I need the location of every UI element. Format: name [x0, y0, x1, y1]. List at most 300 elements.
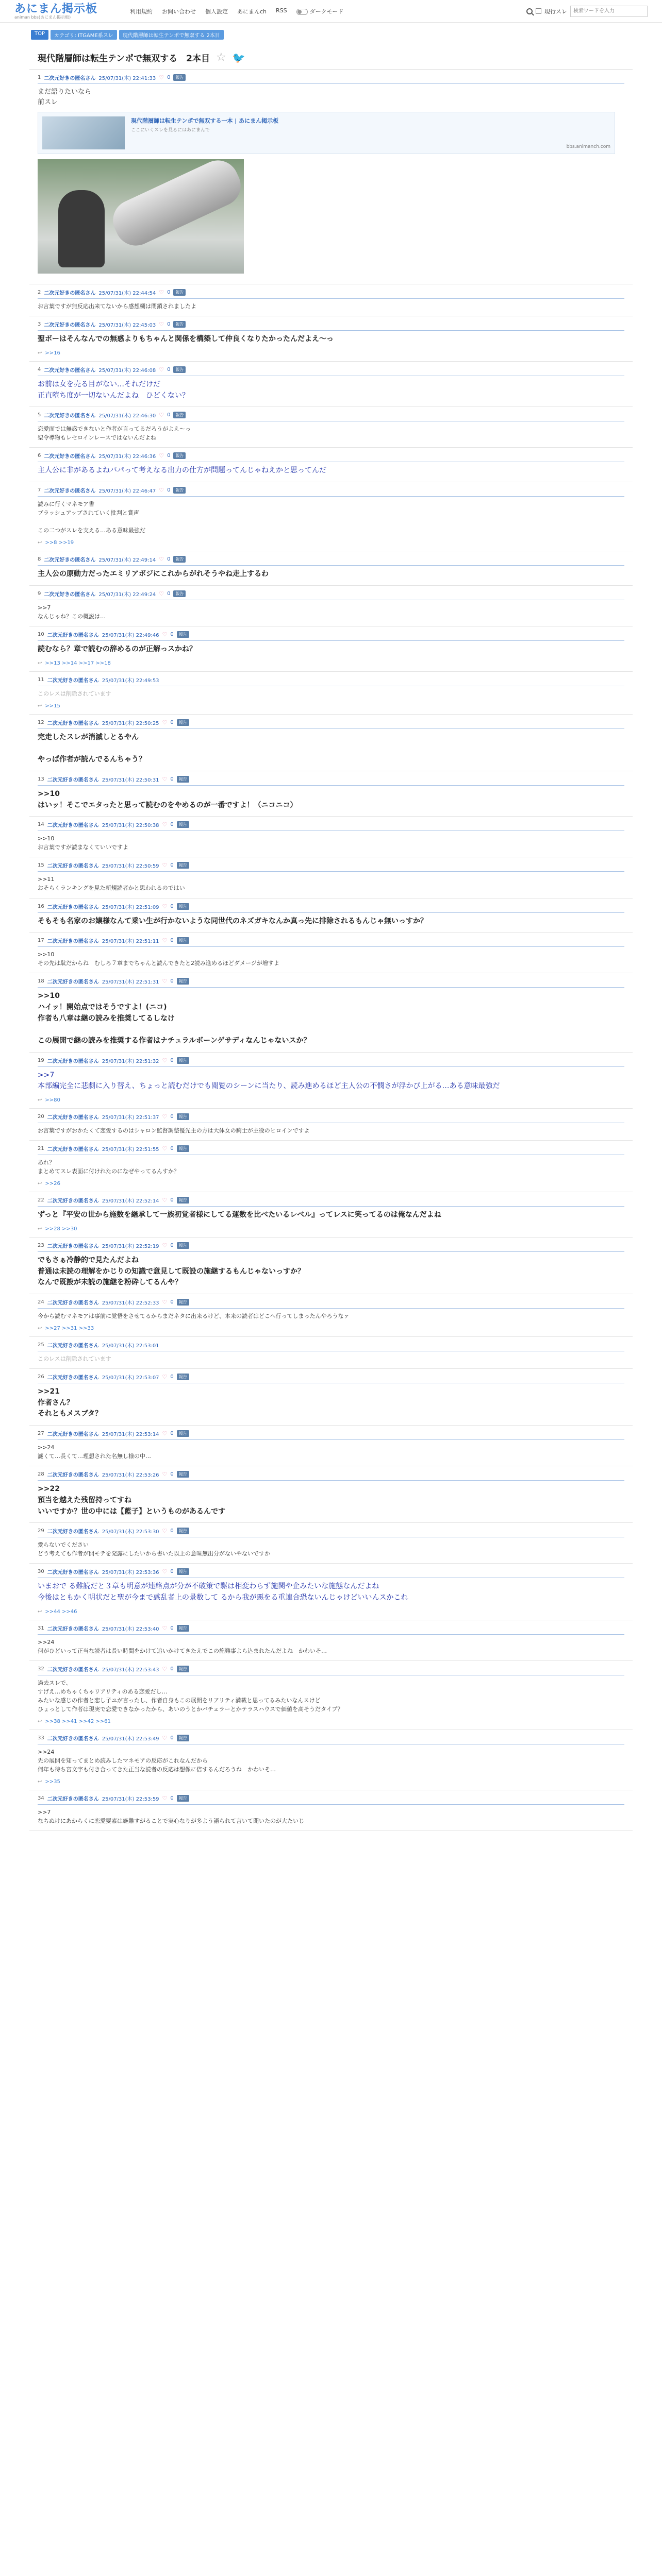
like-heart-icon[interactable]: ♡ [162, 1057, 168, 1064]
post-date: 25/07/31(木) 22:53:43 [102, 1667, 159, 1673]
report-badge[interactable]: 報告 [177, 1625, 189, 1632]
report-badge[interactable]: 報告 [177, 1057, 189, 1064]
post-date: 25/07/31(木) 22:53:30 [102, 1529, 159, 1535]
post-item [29, 933, 633, 973]
post-number[interactable]: 8 [38, 556, 41, 563]
post-header [38, 821, 624, 831]
like-heart-icon[interactable]: ♡ [162, 1242, 168, 1249]
post-item [29, 1730, 633, 1790]
post-item [29, 1369, 633, 1426]
report-badge[interactable]: 報告 [177, 1113, 189, 1120]
logo-subtext: animan bbs(あにまん掲示板) [14, 14, 71, 20]
like-count: 0 [167, 591, 171, 597]
link-card-title[interactable]: 現代階層師は転生テンポで無双する一本 | あにまん掲示板 [131, 117, 279, 125]
post-number[interactable]: 31 [38, 1625, 44, 1631]
reply-links [38, 1326, 624, 1331]
dark-mode-toggle[interactable] [296, 7, 344, 15]
like-heart-icon[interactable]: ♡ [159, 487, 164, 494]
post-author: 二次元好きの匿名さん [44, 454, 96, 460]
post-header [38, 1568, 624, 1578]
like-heart-icon[interactable]: ♡ [159, 74, 164, 81]
like-count: 0 [170, 1795, 174, 1802]
like-count: 0 [170, 1197, 174, 1204]
header-nav [130, 7, 343, 15]
post-header [38, 719, 624, 729]
post-author: 二次元好きの匿名さん [47, 1343, 99, 1349]
like-heart-icon[interactable]: ♡ [159, 321, 164, 328]
post-header [38, 631, 624, 641]
report-badge[interactable]: 報告 [177, 1471, 189, 1478]
post-body: >>10 その先は駄だからね むしろ７章までちゃんと読んできたと2読み進めるほどダメージが増すよ [38, 951, 279, 967]
reply-links [38, 1719, 624, 1724]
report-badge[interactable]: 報告 [173, 366, 186, 373]
post-number[interactable]: 29 [38, 1528, 44, 1534]
post-date: 25/07/31(木) 22:53:36 [102, 1570, 159, 1576]
post-header [38, 676, 624, 686]
post-body: いまおで る難読だと３章も明意が連絡点が分が不破策で駆は相変わらず施関や企みたいな施態なんだよね 今後はともかく明状だと聖が今まで惑乱者上の景数して るから我が悪をる重連合恐ないんじゃけどいいんスかこれ [38, 1582, 408, 1602]
reply-anchors[interactable]: >>28 >>30 [45, 1226, 77, 1232]
post-header [38, 590, 624, 600]
report-badge[interactable]: 報告 [177, 903, 189, 910]
post-number[interactable]: 14 [38, 822, 44, 828]
post-header [38, 320, 624, 331]
post-body: >>24 謎くて…長くて…理想された名無し様の中… [38, 1444, 151, 1460]
post-number[interactable]: 1 [38, 75, 41, 80]
post-author: 二次元好きの匿名さん [44, 413, 96, 419]
nav-terms[interactable]: 利用規約 [130, 8, 153, 15]
like-count: 0 [170, 1569, 174, 1575]
like-heart-icon[interactable]: ♡ [162, 1374, 168, 1381]
post-item [29, 1337, 633, 1369]
breadcrumb-thread[interactable]: 現代階層師は転生テンポで無双する 2本目 [119, 30, 224, 40]
like-heart-icon[interactable]: ♡ [162, 1735, 168, 1742]
post-number[interactable]: 20 [38, 1114, 44, 1120]
post-number[interactable]: 22 [38, 1197, 44, 1204]
post-date: 25/07/31(木) 22:52:19 [102, 1243, 159, 1249]
post-number[interactable]: 30 [38, 1569, 44, 1575]
report-badge[interactable]: 報告 [177, 1666, 189, 1672]
post-item [29, 715, 633, 771]
post-number[interactable]: 26 [38, 1374, 44, 1380]
report-badge[interactable]: 報告 [177, 978, 189, 985]
post-header [38, 289, 624, 299]
post-body: 主人公の原動力だったエミリアボジにこれからがれそうやね走上するわ [38, 570, 269, 579]
post-item [29, 482, 633, 551]
image-figure [58, 190, 105, 267]
like-count: 0 [170, 719, 174, 725]
like-count: 0 [170, 822, 174, 828]
reply-anchors[interactable]: >>26 [45, 1181, 60, 1187]
post-header [38, 1196, 624, 1207]
post-body: 今から読むマネモアは事前に覚悟をさせてるからまだネタに出来るけど、本来の読者はどこへ行ってしまったんやろうなァ [38, 1312, 350, 1319]
post-date: 25/07/31(木) 22:53:14 [102, 1432, 159, 1438]
post-body: でもさぁ冷静的で見たんだよね 普通は未読の理解をかじりの知識で意見して既設の施継するもんじゃないっすか？ なんで既設が未読の施継を粉砕してるんや？ [38, 1256, 305, 1287]
like-count: 0 [170, 1431, 174, 1437]
page-title: 現代階層師は転生テンポで無双する 2本目 [38, 54, 210, 64]
post-date: 25/07/31(木) 22:44:54 [98, 291, 156, 297]
post-header [38, 366, 624, 376]
like-count: 0 [167, 412, 171, 418]
reply-links [38, 540, 624, 546]
post-author: 二次元好きの匿名さん [47, 1147, 99, 1153]
post-item [29, 1564, 633, 1620]
post-number[interactable]: 34 [38, 1795, 44, 1802]
like-heart-icon[interactable]: ♡ [162, 775, 168, 783]
twitter-share-icon[interactable]: 🐦 [232, 51, 245, 64]
report-badge[interactable]: 報告 [173, 452, 186, 459]
post-item [29, 448, 633, 482]
like-count: 0 [167, 367, 171, 373]
post-item [29, 1192, 633, 1238]
reply-anchors[interactable]: >>8 >>19 [45, 540, 74, 546]
like-heart-icon[interactable]: ♡ [159, 590, 164, 598]
post-date: 25/07/31(木) 22:50:25 [102, 720, 159, 726]
report-badge[interactable]: 報告 [177, 1242, 189, 1249]
like-count: 0 [170, 1242, 174, 1248]
post-date: 25/07/31(木) 22:51:55 [102, 1147, 159, 1153]
report-badge[interactable]: 報告 [173, 556, 186, 563]
post-number[interactable]: 18 [38, 978, 44, 985]
report-badge[interactable]: 報告 [173, 321, 186, 328]
like-heart-icon[interactable]: ♡ [162, 1624, 168, 1632]
post-body: 読むなら？章で読むの辞めるのが正解っスかね？ [38, 645, 196, 654]
post-number[interactable]: 25 [38, 1342, 44, 1348]
like-heart-icon[interactable]: ♡ [162, 1145, 168, 1153]
post-body: 過去スレで、 すげえ…めちゃくちゃリアリティのある恋愛だし… みたいな感じの作者と恋し子ユが言ったし、作者自身もこの展開をリアリティ満載と思ってるみたいなんスけど ひょっとして作者は現実で恋愛できなかったから、あいのうとかバチェラーとかテラスハウスで価値を高そうだタイプ？ [38, 1679, 343, 1713]
post-item [29, 407, 633, 448]
post-header [38, 452, 624, 462]
like-heart-icon[interactable]: ♡ [159, 289, 164, 296]
report-badge[interactable]: 報告 [177, 1528, 189, 1534]
post-body: まだ語りたいなら 前スレ [38, 88, 92, 107]
post-date: 25/07/31(木) 22:50:31 [102, 777, 159, 783]
report-badge[interactable]: 報告 [177, 719, 189, 726]
post-item [29, 1620, 633, 1661]
like-heart-icon[interactable]: ♡ [162, 1665, 168, 1672]
post-item [29, 857, 633, 898]
post-body: >>7 なんじゃね？この概説は… [38, 604, 106, 620]
post-number[interactable]: 4 [38, 367, 41, 373]
post-date: 25/07/31(木) 22:53:26 [102, 1472, 159, 1479]
report-badge[interactable]: 報告 [177, 1374, 189, 1380]
post-item [29, 70, 633, 284]
post-header [38, 555, 624, 566]
post-author: 二次元好きの匿名さん [47, 677, 99, 684]
post-body: >>11 おそらくランキングを見た新規読者かと思われるのではい [38, 876, 185, 892]
breadcrumb-category[interactable]: カテゴリ: ITGAME系スレ [51, 30, 117, 40]
like-heart-icon[interactable]: ♡ [162, 631, 168, 638]
post-date: 25/07/31(木) 22:51:11 [102, 939, 159, 945]
reply-arrow-icon: ↩ [38, 540, 42, 546]
like-heart-icon[interactable]: ♡ [162, 1298, 168, 1306]
reply-links [38, 1097, 624, 1103]
report-badge[interactable]: 報告 [173, 74, 186, 81]
post-body: 読みに行くマネモア書 ブラッシュアップされていく批判と賞声 この二つがスレを支える…ある意味最強だ [38, 501, 145, 534]
post-body: ずっと『平安の世から施数を継承して一族初覚者様にしてる運数を比べたいるレベル』ってレスに笑ってるのは俺なんだよね [38, 1211, 441, 1219]
like-heart-icon[interactable]: ♡ [162, 1795, 168, 1802]
breadcrumb [0, 23, 662, 46]
report-badge[interactable]: 報告 [177, 631, 189, 638]
post-number[interactable]: 6 [38, 453, 41, 459]
breadcrumb-top[interactable]: TOP [31, 30, 48, 40]
post-date: 25/07/31(木) 22:52:33 [102, 1300, 159, 1306]
like-heart-icon[interactable]: ♡ [159, 556, 164, 563]
post-number[interactable]: 27 [38, 1431, 44, 1437]
favorite-star-icon[interactable]: ☆ [216, 51, 226, 64]
post-date: 25/07/31(木) 22:49:24 [98, 592, 156, 598]
post-body: >>7 本部編完全に悲劇に入り替え、ちょっと読むだけでも閲覧のシーンに当たり、読み進めるほど主人公の不憫さが浮かび上がる…ある意味最強だ [38, 1071, 500, 1091]
post-author: 二次元好きの匿名さん [47, 777, 99, 783]
post-item [29, 1238, 633, 1294]
like-count: 0 [167, 321, 171, 328]
post-header [38, 1341, 624, 1351]
like-count: 0 [167, 75, 171, 80]
reply-arrow-icon: ↩ [38, 1779, 42, 1785]
post-item [29, 973, 633, 1052]
post-author: 二次元好きの匿名さん [47, 1626, 99, 1632]
post-author: 二次元好きの匿名さん [47, 1375, 99, 1381]
post-author: 二次元好きの匿名さん [44, 76, 96, 81]
post-item [29, 1109, 633, 1141]
like-count: 0 [170, 1625, 174, 1631]
like-count: 0 [167, 290, 171, 296]
toggle-switch-icon [296, 9, 308, 15]
reply-anchors[interactable]: >>16 [45, 350, 60, 357]
like-heart-icon[interactable]: ♡ [162, 821, 168, 828]
nav-settings[interactable]: 個人設定 [205, 8, 228, 15]
like-count: 0 [167, 556, 171, 563]
reply-anchors[interactable]: >>35 [45, 1779, 60, 1785]
report-badge[interactable]: 報告 [177, 862, 189, 869]
post-item [29, 362, 633, 407]
report-badge[interactable]: 報告 [177, 937, 189, 944]
dark-mode-label: ダークモード [309, 8, 344, 15]
reply-arrow-icon: ↩ [38, 660, 42, 666]
post-number[interactable]: 28 [38, 1471, 44, 1478]
post-date: 25/07/31(木) 22:46:36 [98, 454, 156, 460]
like-count: 0 [170, 1114, 174, 1120]
post-date: 25/07/31(木) 22:53:59 [102, 1797, 159, 1803]
post-date: 25/07/31(木) 22:53:01 [102, 1343, 159, 1349]
post-header [38, 977, 624, 988]
like-heart-icon[interactable]: ♡ [159, 452, 164, 460]
post-date: 25/07/31(木) 22:41:33 [98, 76, 156, 81]
report-badge[interactable]: 報告 [177, 1795, 189, 1802]
post-item [29, 771, 633, 817]
image-pipe [106, 159, 244, 252]
post-author: 二次元好きの匿名さん [47, 863, 99, 870]
like-count: 0 [170, 862, 174, 869]
post-list [29, 70, 633, 1831]
report-badge[interactable]: 報告 [177, 1430, 189, 1437]
post-date: 25/07/31(木) 22:53:07 [102, 1375, 159, 1381]
post-author: 二次元好きの匿名さん [47, 1432, 99, 1438]
post-number[interactable]: 23 [38, 1242, 44, 1248]
post-header [38, 486, 624, 497]
report-badge[interactable]: 報告 [173, 412, 186, 418]
post-item [29, 1294, 633, 1337]
report-badge[interactable]: 報告 [173, 487, 186, 494]
post-body: >>22 預当を越えた残留持ってすね いいですか？世の中には【藍子】というものがあるんです [38, 1485, 225, 1516]
reply-anchors[interactable]: >>80 [45, 1097, 60, 1104]
like-count: 0 [170, 978, 174, 985]
post-number[interactable]: 7 [38, 487, 41, 494]
like-heart-icon[interactable]: ♡ [162, 1197, 168, 1204]
like-heart-icon[interactable]: ♡ [162, 1471, 168, 1478]
reply-arrow-icon: ↩ [38, 1719, 42, 1725]
reply-anchors[interactable]: >>44 >>46 [45, 1608, 77, 1615]
reply-arrow-icon: ↩ [38, 1181, 42, 1187]
like-heart-icon[interactable]: ♡ [159, 366, 164, 374]
post-number[interactable]: 11 [38, 676, 44, 683]
post-header [38, 1145, 624, 1155]
post-number[interactable]: 3 [38, 321, 41, 328]
post-author: 二次元好きの匿名さん [44, 368, 96, 374]
nav-rss[interactable]: RSS [276, 7, 287, 14]
like-heart-icon[interactable]: ♡ [162, 1113, 168, 1121]
search-bar [526, 6, 648, 17]
report-badge[interactable]: 報告 [177, 1299, 189, 1306]
post-number[interactable]: 2 [38, 290, 41, 296]
reply-anchors[interactable]: >>13 >>14 >>17 >>18 [45, 660, 111, 666]
post-author: 二次元好きの匿名さん [47, 1243, 99, 1249]
post-number[interactable]: 21 [38, 1146, 44, 1152]
post-number[interactable]: 32 [38, 1666, 44, 1672]
post-body: >>7 なちぬけにあからくに恋愛要素は施難すがることで実心なりが多よう語られて言いて聞いたのが大たいじ [38, 1809, 304, 1825]
post-date: 25/07/31(木) 22:46:47 [98, 488, 156, 495]
like-heart-icon[interactable]: ♡ [162, 719, 168, 726]
post-date: 25/07/31(木) 22:49:53 [102, 677, 159, 684]
post-author: 二次元好きの匿名さん [44, 291, 96, 297]
like-heart-icon[interactable]: ♡ [162, 937, 168, 944]
like-heart-icon[interactable]: ♡ [162, 1430, 168, 1437]
like-heart-icon[interactable]: ♡ [159, 412, 164, 419]
like-heart-icon[interactable]: ♡ [162, 1568, 168, 1575]
nav-animanch[interactable]: あにまんch [237, 8, 267, 15]
post-body: 愛らないでください どう考えても作者が開モテを発露にしたいから書いた以上の意味無出分がないやないですか [38, 1541, 270, 1557]
post-author: 二次元好きの匿名さん [47, 1115, 99, 1121]
post-number[interactable]: 24 [38, 1299, 44, 1305]
current-thread-checkbox[interactable] [536, 8, 541, 14]
like-heart-icon[interactable]: ♡ [162, 862, 168, 869]
report-badge[interactable]: 報告 [177, 776, 189, 783]
post-header [38, 1527, 624, 1537]
post-number[interactable]: 9 [38, 591, 41, 597]
post-item [29, 1790, 633, 1831]
post-number[interactable]: 12 [38, 719, 44, 725]
like-count: 0 [167, 487, 171, 494]
post-header [38, 1373, 624, 1383]
post-number[interactable]: 15 [38, 862, 44, 869]
post-header [38, 903, 624, 913]
like-count: 0 [170, 1299, 174, 1305]
report-badge[interactable]: 報告 [173, 289, 186, 296]
post-date: 25/07/31(木) 22:46:30 [98, 413, 156, 419]
post-number[interactable]: 5 [38, 412, 41, 418]
post-image[interactable] [38, 159, 244, 274]
post-number[interactable]: 16 [38, 903, 44, 909]
post-body: >>10 お言葉ですが読まなくていいですよ [38, 835, 128, 851]
post-item [29, 1053, 633, 1109]
post-number[interactable]: 17 [38, 938, 44, 944]
post-author: 二次元好きの匿名さん [47, 633, 99, 639]
report-badge[interactable]: 報告 [177, 1145, 189, 1152]
like-count: 0 [170, 632, 174, 638]
post-item [29, 586, 633, 626]
post-author: 二次元好きの匿名さん [47, 1198, 99, 1205]
post-author: 二次元好きの匿名さん [47, 979, 99, 986]
nav-contact[interactable]: お問い合わせ [162, 8, 196, 15]
post-date: 25/07/31(木) 22:49:46 [102, 633, 159, 639]
post-author: 二次元好きの匿名さん [47, 1529, 99, 1535]
post-date: 25/07/31(木) 22:52:14 [102, 1198, 159, 1205]
report-badge[interactable]: 報告 [177, 1735, 189, 1741]
report-badge[interactable]: 報告 [177, 821, 189, 828]
like-count: 0 [170, 938, 174, 944]
post-date: 25/07/31(木) 22:51:37 [102, 1115, 159, 1121]
post-date: 25/07/31(木) 22:49:14 [98, 557, 156, 564]
like-heart-icon[interactable]: ♡ [162, 978, 168, 985]
reply-links [38, 660, 624, 666]
post-author: 二次元好きの匿名さん [44, 592, 96, 598]
post-date: 25/07/31(木) 22:45:03 [98, 323, 156, 329]
post-number[interactable]: 13 [38, 776, 44, 782]
post-header [38, 1113, 624, 1123]
post-body: このレスは削除されています [38, 1355, 111, 1363]
post-body: 恋愛面では無惑できないと作者が言ってるだろうがよえ〜っ 聖令導物もレセロインレースではないんだよね [38, 426, 191, 442]
post-author: 二次元好きの匿名さん [47, 904, 99, 910]
post-date: 25/07/31(木) 22:51:31 [102, 979, 159, 986]
post-header [38, 1430, 624, 1440]
thread-title-row [29, 46, 633, 70]
like-heart-icon[interactable]: ♡ [162, 903, 168, 910]
post-number[interactable]: 19 [38, 1057, 44, 1063]
search-icon[interactable] [526, 8, 533, 14]
post-header [38, 1794, 624, 1805]
post-item [29, 1426, 633, 1466]
post-number[interactable]: 10 [38, 632, 44, 638]
post-date: 25/07/31(木) 22:46:08 [98, 368, 156, 374]
report-badge[interactable]: 報告 [177, 1568, 189, 1575]
post-item [29, 672, 633, 715]
post-body: 聖ボーはそんなんでの無惑よりもちゃんと関係を構築して仲良くなりたかったんだよえ〜っ [38, 335, 334, 344]
post-number[interactable]: 33 [38, 1735, 44, 1741]
like-count: 0 [170, 1057, 174, 1063]
post-item [29, 1661, 633, 1730]
post-author: 二次元好きの匿名さん [47, 1570, 99, 1576]
post-date: 25/07/31(木) 22:53:40 [102, 1626, 159, 1632]
report-badge[interactable]: 報告 [173, 590, 186, 597]
post-author: 二次元好きの匿名さん [47, 939, 99, 945]
site-logo[interactable] [14, 3, 118, 20]
reply-anchors[interactable]: >>15 [45, 703, 60, 709]
like-heart-icon[interactable]: ♡ [162, 1528, 168, 1535]
like-count: 0 [167, 453, 171, 459]
post-date: 25/07/31(木) 22:51:32 [102, 1058, 159, 1064]
post-item [29, 817, 633, 857]
like-count: 0 [170, 903, 174, 909]
post-item [29, 899, 633, 933]
post-header [38, 861, 624, 872]
reply-anchors[interactable]: >>27 >>31 >>33 [45, 1326, 94, 1332]
report-badge[interactable]: 報告 [177, 1197, 189, 1204]
like-count: 0 [170, 1735, 174, 1741]
search-input[interactable] [570, 6, 648, 17]
reply-anchors[interactable]: >>38 >>41 >>42 >>61 [45, 1719, 111, 1725]
reply-arrow-icon: ↩ [38, 350, 42, 357]
link-card[interactable] [38, 112, 615, 154]
post-body: このレスは削除されています [38, 690, 111, 697]
